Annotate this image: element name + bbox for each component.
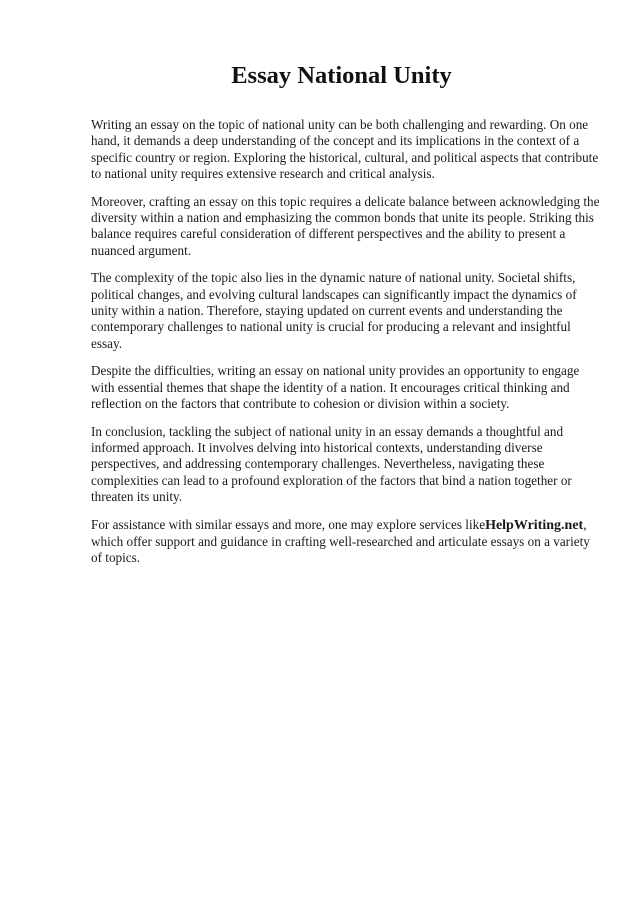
closing-text-after: , which offer support and guidance in crafting well-researched and articulate essays on a variety of topics. (91, 516, 590, 566)
paragraph-closing (91, 517, 601, 567)
paragraph-intro: Writing an essay on the topic of national unity can be both challenging and rewarding. On one hand, it demands a deep understanding of the concept and its implications in the context of a specific country or region. Exploring the historical, cultural, and political aspects that contribute to national unity requires extensive research and critical analysis. (91, 117, 599, 182)
paragraph-conclusion: In conclusion, tackling the subject of national unity in an essay demands a thoughtful and informed approach. It involves delving into historical contexts, understanding diverse perspectives, and addressing contemporary challenges. Nevertheless, navigating these complexities can lead to a profound exploration of the factors that bind a nation together or threaten its unity. (91, 423, 572, 505)
paragraph-opportunity: Despite the difficulties, writing an essay on national unity provides an opportunity to engage with essential themes that shape the identity of a nation. It encourages critical thinking and reflection on the factors that contribute to cohesion or division within a society. (91, 363, 580, 412)
paragraph-complexity: The complexity of the topic also lies in the dynamic nature of national unity. Societal shifts, political changes, and evolving cultural landscapes can significantly impact the dynamics of unity within a nation. Therefore, staying updated on current events and understanding the contemporary challenges to national unity is crucial for producing a relevant and insightful essay. (91, 270, 577, 351)
closing-text-before: For assistance with similar essays and more, one may explore services like (91, 516, 486, 532)
paragraph-balance: Moreover, crafting an essay on this topic requires a delicate balance between acknowledging the diversity within a nation and emphasizing the common bonds that unite its people. Striking this balance requires careful consideration of different perspectives and the ability to present a nuanced argument. (91, 193, 600, 258)
page-title: Essay National Unity (231, 62, 452, 89)
brand-link[interactable]: HelpWriting.net (485, 517, 584, 533)
